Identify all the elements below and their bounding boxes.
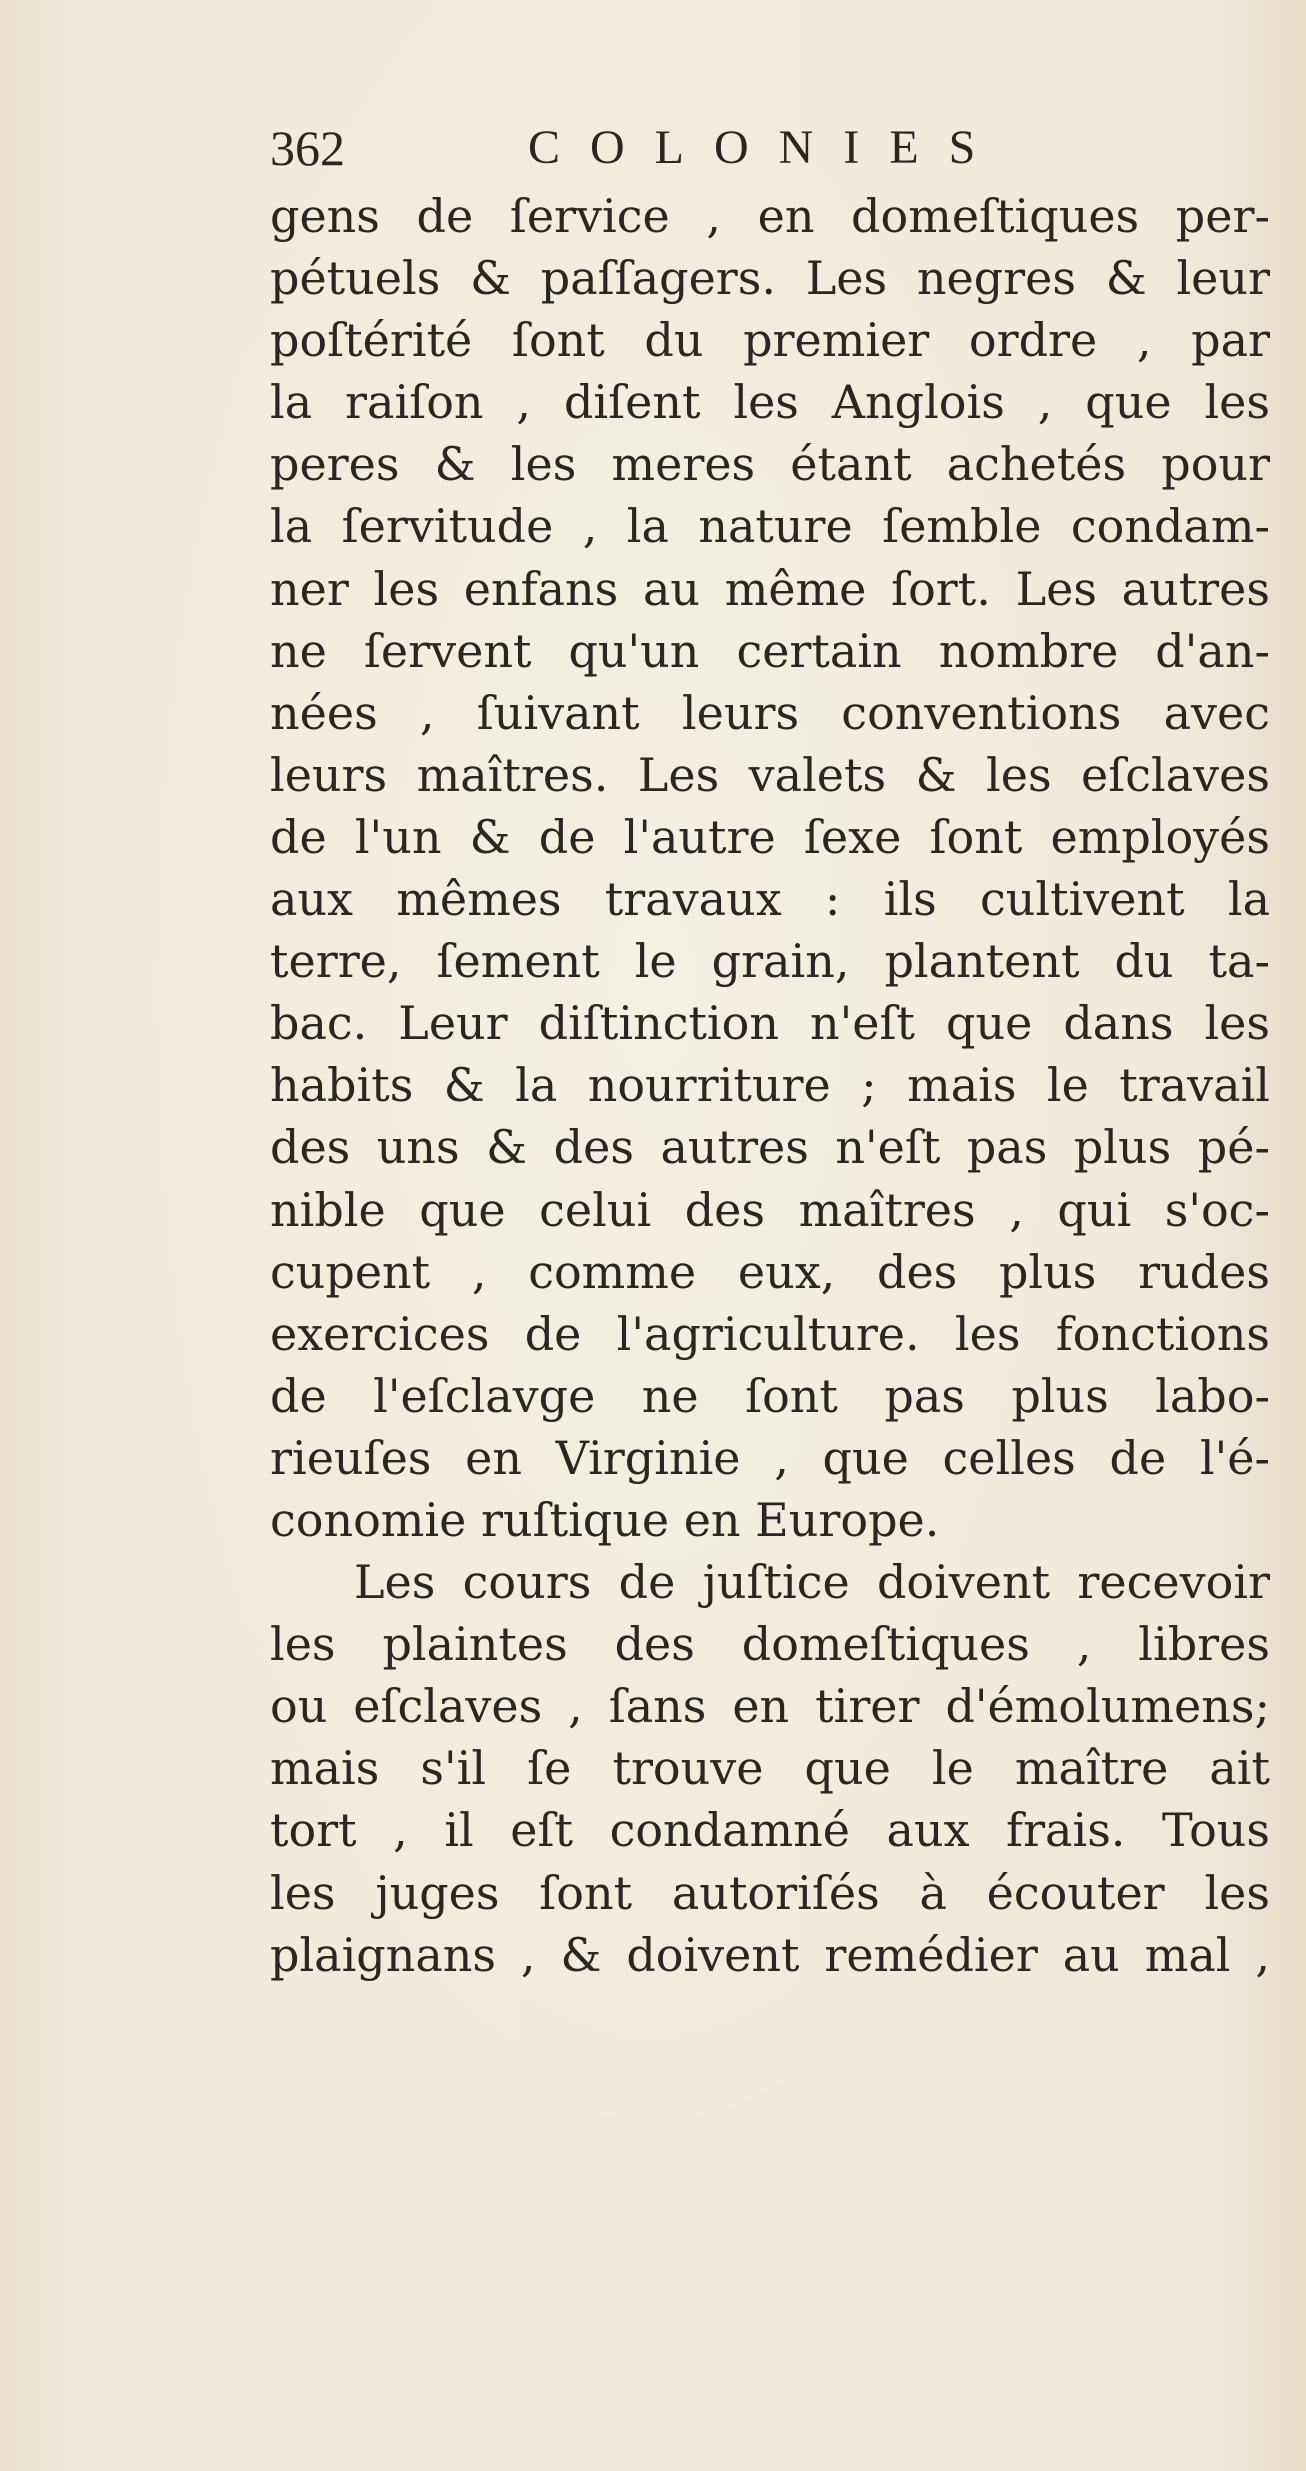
text-line: ne ſervent qu'un certain nombre d'an- bbox=[270, 623, 1270, 678]
page-header bbox=[270, 118, 1050, 178]
text-line: de l'un & de l'autre ſexe ſont employés bbox=[270, 809, 1270, 864]
text-line: plaignans , & doivent remédier au mal , bbox=[270, 1927, 1270, 1982]
text-line: la raiſon , diſent les Anglois , que les bbox=[270, 375, 1270, 430]
text-line: des uns & des autres n'eſt pas plus pé- bbox=[270, 1120, 1270, 1175]
text-line: rieuſes en Virginie , que celles de l'é- bbox=[270, 1430, 1270, 1485]
body-text bbox=[270, 185, 1270, 1986]
text-line: de l'eſclavge ne ſont pas plus labo- bbox=[270, 1368, 1270, 1423]
running-title: COLONIES bbox=[528, 121, 1006, 174]
text-line: cupent , comme eux, des plus rudes bbox=[270, 1244, 1270, 1299]
text-line: les juges ſont autoriſés à écouter les bbox=[270, 1865, 1270, 1920]
text-line: les plaintes des domeſtiques , libres bbox=[270, 1617, 1270, 1672]
text-line: Les cours de juſtice doivent recevoir bbox=[354, 1555, 1270, 1610]
text-line: tort , il eſt condamné aux frais. Tous bbox=[270, 1803, 1270, 1858]
text-line: nible que celui des maîtres , qui s'oc- bbox=[270, 1182, 1270, 1237]
text-line: terre, ſement le grain, plantent du ta- bbox=[270, 934, 1270, 989]
text-line: exercices de l'agriculture. les fonctions bbox=[270, 1306, 1270, 1361]
text-line: mais s'il ſe trouve que le maître ait bbox=[270, 1741, 1270, 1796]
paragraph bbox=[270, 185, 1270, 1551]
paragraph bbox=[270, 1551, 1270, 1986]
text-line: la ſervitude , la nature ſemble condam- bbox=[270, 499, 1270, 554]
text-line: habits & la nourriture ; mais le travail bbox=[270, 1058, 1270, 1113]
text-line: pétuels & paſſagers. Les negres & leur bbox=[270, 251, 1270, 306]
page-number: 362 bbox=[270, 120, 345, 176]
text-line: ner les enfans au même ſort. Les autres bbox=[270, 561, 1270, 616]
text-line: ou eſclaves , ſans en tirer d'émolumens; bbox=[270, 1679, 1270, 1734]
text-line: conomie ruſtique en Europe. bbox=[270, 1492, 940, 1547]
text-line: nées , ſuivant leurs conventions avec bbox=[270, 685, 1270, 740]
text-line: bac. Leur diſtinction n'eſt que dans les bbox=[270, 996, 1270, 1051]
text-line: poſtérité ſont du premier ordre , par bbox=[270, 313, 1270, 368]
text-line: leurs maîtres. Les valets & les eſclaves bbox=[270, 747, 1270, 802]
text-line: aux mêmes travaux : ils cultivent la bbox=[270, 872, 1270, 927]
text-line: peres & les meres étant achetés pour bbox=[270, 437, 1270, 492]
text-line: gens de ſervice , en domeſtiques per- bbox=[270, 189, 1270, 243]
